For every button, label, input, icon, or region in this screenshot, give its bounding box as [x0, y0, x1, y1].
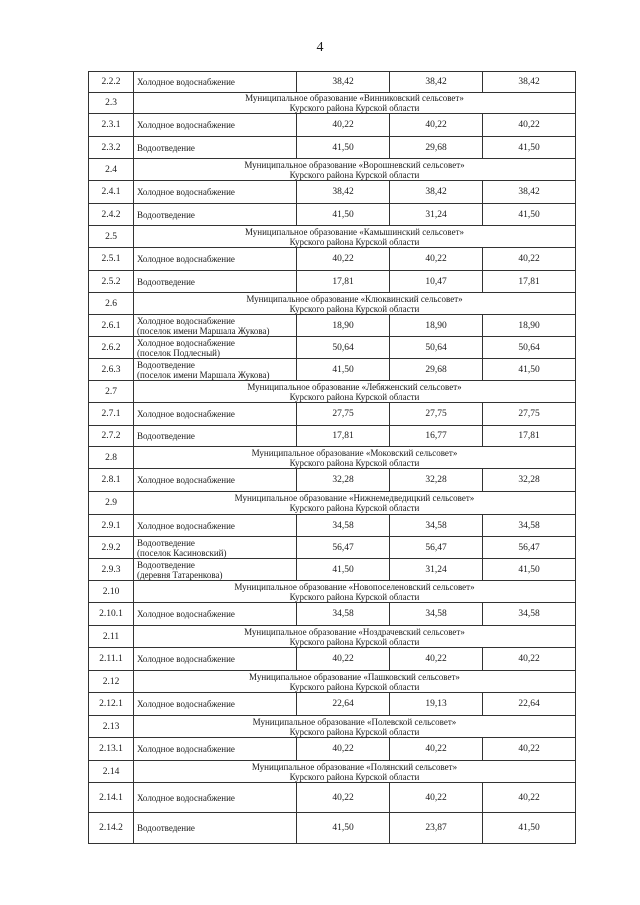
- tariff-value: 40,22: [390, 738, 483, 761]
- municipality-title: [134, 447, 576, 469]
- municipality-row: [89, 226, 576, 248]
- row-number: 2.8.1: [89, 469, 134, 492]
- municipality-title: [134, 581, 576, 603]
- tariff-value: 41,50: [297, 204, 390, 226]
- tariff-value: 23,87: [390, 813, 483, 844]
- tariff-value: 41,50: [297, 813, 390, 844]
- service-row: [89, 693, 576, 716]
- municipality-title: [134, 716, 576, 738]
- tariff-value: 40,22: [297, 738, 390, 761]
- tariff-value: 40,22: [297, 648, 390, 671]
- tariff-value: 29,68: [390, 359, 483, 381]
- municipality-title-line: Муниципальное образование «Камышинский сельсовет»: [244, 226, 465, 237]
- service-name: [134, 559, 297, 581]
- row-number: 2.3.2: [89, 137, 134, 159]
- municipality-row: [89, 293, 576, 315]
- tariff-value: 41,50: [297, 559, 390, 581]
- service-name-line: Холодное водоснабжение: [137, 699, 235, 709]
- municipality-row: [89, 716, 576, 738]
- service-row: [89, 559, 576, 581]
- tariff-value: 56,47: [483, 537, 576, 559]
- service-name: [134, 72, 297, 93]
- service-name-line: Водоотведение: [137, 276, 195, 287]
- service-name-line: Холодное водоснабжение: [137, 77, 235, 87]
- service-name: [134, 537, 297, 559]
- service-name: [134, 603, 297, 626]
- service-name: [134, 648, 297, 671]
- service-row: [89, 469, 576, 492]
- tariff-value: 40,22: [390, 248, 483, 271]
- service-name: [134, 204, 297, 226]
- service-row: [89, 337, 576, 359]
- service-row: [89, 603, 576, 626]
- row-number: 2.14: [89, 761, 134, 783]
- tariff-value: 38,42: [483, 181, 576, 204]
- service-name-line: (поселок Подлесный): [137, 347, 220, 358]
- tariff-value: 17,81: [483, 426, 576, 447]
- tariff-value: 19,13: [390, 693, 483, 716]
- service-name: [134, 813, 297, 844]
- municipality-title-line: Муниципальное образование «Нижнемедведицкий сельсовет»: [234, 493, 475, 503]
- row-number: 2.10: [89, 581, 134, 603]
- service-name: [134, 359, 297, 381]
- row-number: 2.9.3: [89, 559, 134, 581]
- tariff-value: 22,64: [483, 693, 576, 716]
- tariff-value: 32,28: [390, 469, 483, 492]
- row-number: 2.14.1: [89, 783, 134, 813]
- row-number: 2.6.1: [89, 315, 134, 337]
- row-number: 2.8: [89, 447, 134, 469]
- municipality-title-line: Муниципальное образование «Полевской сельсовет»: [252, 716, 457, 727]
- service-name: [134, 738, 297, 761]
- tariff-value: 34,58: [297, 515, 390, 537]
- municipality-row: [89, 159, 576, 181]
- service-name: [134, 403, 297, 426]
- tariff-value: 18,90: [483, 315, 576, 337]
- tariff-value: 34,58: [390, 515, 483, 537]
- municipality-title: [134, 93, 576, 114]
- municipality-title-line: Муниципальное образование «Пашковский сельсовет»: [249, 671, 460, 682]
- tariff-value: 56,47: [297, 537, 390, 559]
- municipality-title-line: Курского района Курской области: [289, 169, 420, 180]
- row-number: 2.4.2: [89, 204, 134, 226]
- service-name-line: Холодное водоснабжение: [137, 609, 235, 619]
- page-number: 4: [316, 40, 324, 55]
- municipality-title-line: Муниципальное образование «Винниковский сельсовет»: [245, 93, 464, 103]
- row-number: 2.11: [89, 626, 134, 648]
- row-number: 2.6.3: [89, 359, 134, 381]
- tariff-value: 34,58: [483, 603, 576, 626]
- municipality-title-line: Муниципальное образование «Ворошневский сельсовет»: [244, 159, 465, 170]
- tariff-value: 38,42: [297, 72, 390, 93]
- row-number: 2.3.1: [89, 114, 134, 137]
- municipality-row: [89, 761, 576, 783]
- tariff-value: 40,22: [390, 114, 483, 137]
- municipality-title: [134, 492, 576, 515]
- service-row: [89, 359, 576, 381]
- municipality-title: [134, 226, 576, 248]
- tariff-value: 41,50: [483, 137, 576, 159]
- service-name: [134, 426, 297, 447]
- service-name-line: (поселок имени Маршала Жукова): [137, 369, 270, 380]
- municipality-title: [134, 159, 576, 181]
- service-row: [89, 648, 576, 671]
- tariff-value: 41,50: [483, 559, 576, 581]
- service-row: [89, 515, 576, 537]
- municipality-title-line: Муниципальное образование «Моковский сельсовет»: [251, 447, 458, 458]
- tariff-value: 40,22: [483, 738, 576, 761]
- municipality-row: [89, 93, 576, 114]
- service-row: [89, 72, 576, 93]
- municipality-title-line: Муниципальное образование «Клюквинский сельсовет»: [246, 293, 463, 304]
- tariff-value: 40,22: [297, 248, 390, 271]
- service-name: [134, 515, 297, 537]
- tariff-value: 38,42: [297, 181, 390, 204]
- service-name-line: Холодное водоснабжение: [137, 520, 235, 531]
- service-row: [89, 403, 576, 426]
- service-name: [134, 337, 297, 359]
- row-number: 2.5.1: [89, 248, 134, 271]
- row-number: 2.9.2: [89, 537, 134, 559]
- service-name-line: Холодное водоснабжение: [137, 409, 235, 419]
- row-number: 2.5: [89, 226, 134, 248]
- row-number: 2.2.2: [89, 72, 134, 93]
- service-name-line: Водоотведение: [137, 823, 195, 833]
- row-number: 2.9: [89, 492, 134, 515]
- tariff-value: 18,90: [297, 315, 390, 337]
- municipality-title-line: Муниципальное образование «Ноздрачевский сельсовет»: [244, 626, 465, 637]
- municipality-title-line: Курского района Курской области: [289, 236, 420, 247]
- service-name: [134, 114, 297, 137]
- municipality-row: [89, 492, 576, 515]
- row-number: 2.5.2: [89, 271, 134, 293]
- municipality-row: [89, 581, 576, 603]
- tariff-value: 17,81: [483, 271, 576, 293]
- service-row: [89, 783, 576, 813]
- municipality-title-line: Муниципальное образование «Лебяженский сельсовет»: [247, 381, 462, 392]
- service-row: [89, 271, 576, 293]
- municipality-title-line: Курского района Курской области: [289, 771, 420, 782]
- tariff-value: 50,64: [483, 337, 576, 359]
- municipality-title-line: Курского района Курской области: [289, 503, 420, 513]
- service-name-line: (поселок Касиновский): [137, 547, 227, 558]
- service-row: [89, 315, 576, 337]
- tariff-value: 34,58: [297, 603, 390, 626]
- tariff-value: 27,75: [297, 403, 390, 426]
- tariff-value: 27,75: [390, 403, 483, 426]
- service-name-line: (поселок имени Маршала Жукова): [137, 325, 270, 336]
- row-number: 2.13: [89, 716, 134, 738]
- tariff-value: 41,50: [297, 359, 390, 381]
- service-name-line: (деревня Татаренкова): [137, 569, 223, 580]
- tariff-value: 16,77: [390, 426, 483, 447]
- tariff-value: 40,22: [390, 783, 483, 813]
- municipality-title-line: Курского района Курской области: [289, 726, 420, 737]
- tariff-value: 34,58: [483, 515, 576, 537]
- row-number: 2.12: [89, 671, 134, 693]
- service-name: [134, 783, 297, 813]
- service-name-line: Водоотведение: [137, 359, 195, 370]
- tariff-table-body: [89, 72, 576, 844]
- municipality-row: [89, 447, 576, 469]
- row-number: 2.6: [89, 293, 134, 315]
- row-number: 2.3: [89, 93, 134, 114]
- tariff-value: 40,22: [297, 783, 390, 813]
- service-name-line: Холодное водоснабжение: [137, 475, 235, 485]
- municipality-title-line: Курского района Курской области: [289, 457, 420, 468]
- tariff-value: 40,22: [483, 648, 576, 671]
- service-name: [134, 315, 297, 337]
- row-number: 2.6.2: [89, 337, 134, 359]
- municipality-row: [89, 626, 576, 648]
- service-name-line: Холодное водоснабжение: [137, 654, 235, 664]
- tariff-value: 17,81: [297, 271, 390, 293]
- tariff-value: 40,22: [483, 114, 576, 137]
- tariff-value: 41,50: [483, 204, 576, 226]
- service-name: [134, 181, 297, 204]
- service-row: [89, 114, 576, 137]
- municipality-title: [134, 671, 576, 693]
- service-row: [89, 181, 576, 204]
- tariff-table: [88, 71, 576, 844]
- row-number: 2.12.1: [89, 693, 134, 716]
- municipality-title-line: Курского района Курской области: [289, 636, 420, 647]
- service-row: [89, 738, 576, 761]
- row-number: 2.7.1: [89, 403, 134, 426]
- tariff-value: 40,22: [483, 248, 576, 271]
- tariff-value: 22,64: [297, 693, 390, 716]
- service-row: [89, 813, 576, 844]
- row-number: 2.10.1: [89, 603, 134, 626]
- tariff-value: 40,22: [297, 114, 390, 137]
- tariff-value: 32,28: [483, 469, 576, 492]
- municipality-title-line: Курского района Курской области: [289, 303, 420, 314]
- service-name-line: Холодное водоснабжение: [137, 187, 235, 197]
- service-name-line: Водоотведение: [137, 209, 195, 220]
- municipality-title-line: Муниципальное образование «Полянский сельсовет»: [251, 761, 458, 772]
- service-name-line: Холодное водоснабжение: [137, 337, 235, 348]
- tariff-value: 40,22: [390, 648, 483, 671]
- row-number: 2.13.1: [89, 738, 134, 761]
- municipality-title: [134, 761, 576, 783]
- row-number: 2.14.2: [89, 813, 134, 844]
- service-name-line: Холодное водоснабжение: [137, 120, 235, 130]
- service-row: [89, 204, 576, 226]
- tariff-value: 34,58: [390, 603, 483, 626]
- tariff-value: 41,50: [483, 359, 576, 381]
- municipality-row: [89, 381, 576, 403]
- service-name-line: Водоотведение: [137, 142, 195, 153]
- tariff-value: 41,50: [483, 813, 576, 844]
- service-row: [89, 537, 576, 559]
- service-name: [134, 271, 297, 293]
- service-row: [89, 248, 576, 271]
- tariff-value: 10,47: [390, 271, 483, 293]
- municipality-row: [89, 671, 576, 693]
- tariff-value: 31,24: [390, 559, 483, 581]
- service-name-line: Водоотведение: [137, 537, 195, 548]
- municipality-title: [134, 293, 576, 315]
- tariff-value: 56,47: [390, 537, 483, 559]
- tariff-value: 17,81: [297, 426, 390, 447]
- row-number: 2.4.1: [89, 181, 134, 204]
- municipality-title-line: Курского района Курской области: [289, 681, 420, 692]
- service-name: [134, 248, 297, 271]
- municipality-title-line: Муниципальное образование «Новопоселеновский сельсовет»: [234, 581, 475, 592]
- tariff-value: 41,50: [297, 137, 390, 159]
- row-number: 2.7: [89, 381, 134, 403]
- tariff-value: 50,64: [297, 337, 390, 359]
- tariff-value: 50,64: [390, 337, 483, 359]
- service-row: [89, 137, 576, 159]
- service-name-line: Водоотведение: [137, 559, 195, 570]
- row-number: 2.11.1: [89, 648, 134, 671]
- service-name-line: Холодное водоснабжение: [137, 792, 235, 803]
- tariff-value: 31,24: [390, 204, 483, 226]
- tariff-value: 38,42: [390, 72, 483, 93]
- tariff-value: 32,28: [297, 469, 390, 492]
- municipality-title: [134, 626, 576, 648]
- service-name-line: Холодное водоснабжение: [137, 254, 235, 264]
- service-name-line: Холодное водоснабжение: [137, 315, 235, 326]
- tariff-value: 27,75: [483, 403, 576, 426]
- municipality-title-line: Курского района Курской области: [289, 591, 420, 602]
- service-name: [134, 693, 297, 716]
- tariff-value: 18,90: [390, 315, 483, 337]
- row-number: 2.9.1: [89, 515, 134, 537]
- service-name-line: Холодное водоснабжение: [137, 744, 235, 754]
- municipality-title-line: Курского района Курской области: [289, 103, 420, 113]
- service-name-line: Водоотведение: [137, 431, 195, 441]
- row-number: 2.7.2: [89, 426, 134, 447]
- service-name: [134, 469, 297, 492]
- tariff-value: 38,42: [483, 72, 576, 93]
- service-row: [89, 426, 576, 447]
- municipality-title-line: Курского района Курской области: [289, 391, 420, 402]
- tariff-value: 29,68: [390, 137, 483, 159]
- tariff-value: 38,42: [390, 181, 483, 204]
- service-name: [134, 137, 297, 159]
- tariff-value: 40,22: [483, 783, 576, 813]
- row-number: 2.4: [89, 159, 134, 181]
- municipality-title: [134, 381, 576, 403]
